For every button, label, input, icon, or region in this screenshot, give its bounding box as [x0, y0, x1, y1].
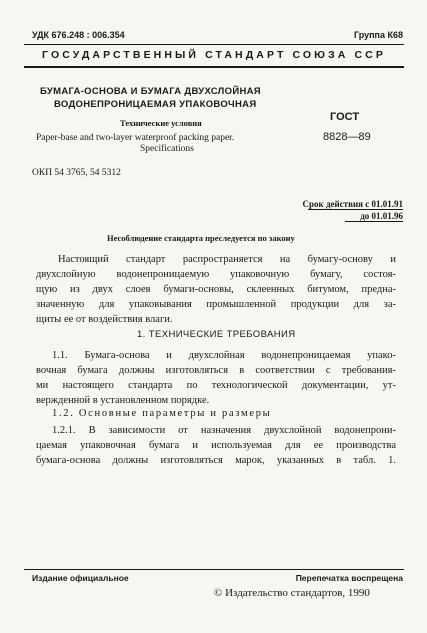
intro-paragraph — [36, 252, 396, 327]
validity-rule-2 — [345, 221, 403, 222]
clause-line: 1.1. Бумага-основа и двухслойная водонепроницаемая упако- — [52, 350, 396, 361]
official-edition-label: Издание официальное — [32, 573, 129, 583]
english-title-line1: Paper-base and two-layer waterproof packing paper. — [36, 133, 235, 143]
reprint-notice: Перепечатка воспрещена — [295, 573, 403, 583]
validity-from: Срок действия с 01.01.91 — [302, 199, 403, 209]
clause-1-2-1 — [36, 423, 396, 468]
intro-line: значенную для упаковывания промышленной продукции для за- — [36, 299, 396, 310]
clause-line: 1.2.1. В зависимости от назначения двухслойной водонепрони- — [52, 425, 396, 436]
footer-rule — [24, 569, 404, 570]
legal-notice: Несоблюдение стандарта преследуется по закону — [107, 233, 295, 243]
copyright-line: © Издательство стандартов, 1990 — [214, 587, 370, 599]
group-code: Группа К68 — [353, 30, 403, 40]
header-rule-top — [24, 44, 404, 45]
english-title-line2: Specifications — [140, 144, 194, 154]
okp-code: ОКП 54 3765, 54 5312 — [32, 168, 121, 178]
document-subtitle: Технические условия — [120, 118, 202, 128]
intro-line: двухслойную водонепроницаемую упаковочную бумагу, состоя- — [36, 269, 396, 280]
clause-1-2-heading: 1.2. Основные параметры и размеры — [52, 408, 272, 419]
udk-code: УДК 676.248 : 006.354 — [32, 30, 125, 40]
gost-number: 8828—89 — [323, 131, 371, 143]
clause-1-1 — [36, 348, 396, 408]
intro-line: щиты ее от воздействия влаги. — [36, 314, 173, 325]
header-rule-bottom — [24, 66, 404, 68]
document-title-line1: БУМАГА-ОСНОВА И БУМАГА ДВУХСЛОЙНАЯ — [40, 86, 261, 97]
clause-line: бумага-основа должны изготовляться марок, указанных в табл. 1. — [36, 455, 396, 466]
clause-line: цаемая упаковочная бумага и используемая для ее производства — [36, 440, 396, 451]
clause-line: вержденной в установленном порядке. — [36, 395, 210, 406]
section-heading: 1. ТЕХНИЧЕСКИЕ ТРЕБОВАНИЯ — [137, 329, 296, 340]
state-standard-heading: ГОСУДАРСТВЕННЫЙ СТАНДАРТ СОЮЗА ССР — [42, 49, 386, 61]
clause-line: ми настоящего стандарта по технологической документации, ут- — [36, 380, 396, 391]
clause-line: вочная бумага должны изготовляться в соответствии с требования- — [36, 365, 396, 376]
intro-line: Настоящий стандарт распространяется на бумагу-основу и — [58, 254, 396, 265]
gost-label: ГОСТ — [330, 111, 360, 123]
validity-to: до 01.01.96 — [360, 211, 403, 221]
document-title-line2: ВОДОНЕПРОНИЦАЕМАЯ УПАКОВОЧНАЯ — [54, 99, 257, 110]
validity-rule-1 — [308, 209, 403, 210]
intro-line: щую из двух слоев бумаги-основы, склеенных битумом, предна- — [36, 284, 396, 295]
